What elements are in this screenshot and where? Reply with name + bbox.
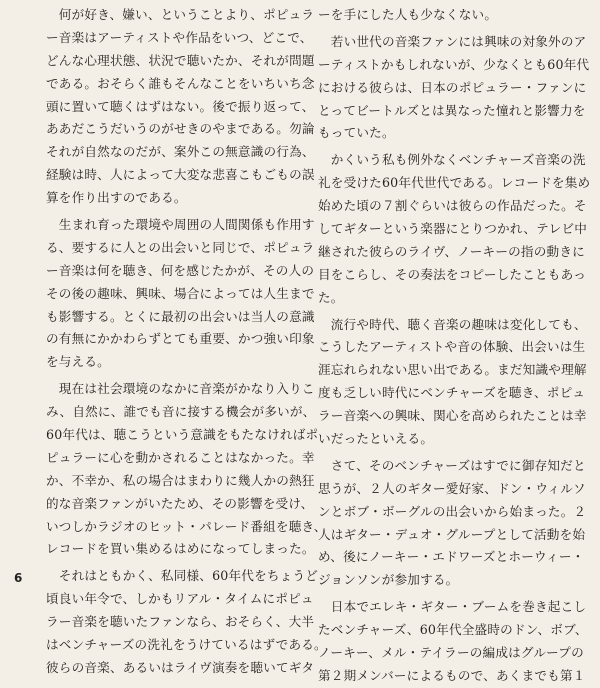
text-line: ー音楽はアーティストや作品をいつ、どこで、 [46,29,313,45]
paragraph [318,596,588,688]
text-line: である。おそらく誰もそんなことをいちいち念 [46,75,315,91]
text-line: 算を作り出すのである。 [46,190,187,206]
text-line: 現在は社会環境のなかに音楽がかなり入りこ [46,381,315,397]
right-text-column [318,4,591,688]
text-line: 頭に置いて聴くはずはない。後で振り返って、 [46,98,315,114]
text-line: その後の趣味、興味、場合によっては人生まで [46,285,315,301]
text-line: こうしたアーティストや音の体験、出会いは生 [318,339,586,355]
text-line: 頃良い年令で、しかもリアル・タイムにポピュ [46,591,314,607]
text-line: それが自然なのだが、案外この無意識の行為、 [46,144,315,160]
text-line: 第２期メンバーによるもので、あくまでも第１ [318,667,586,683]
text-line: ラー音楽への興味、関心を高められたことは幸 [318,408,587,424]
text-line: 涯忘れられない思い出である。まだ知識や理解 [318,362,587,378]
text-line: どんな心理状態、状況で聴いたか、それが問題 [46,52,315,68]
text-line: たベンチャーズ、60年代全盛時のドン、ボブ、 [318,622,588,638]
text-line: 日本でエレキ・ギター・ブームを巻き起こし [318,599,587,615]
text-line: ーティストかもしれないが、少なくとも60年代 [318,56,590,72]
text-line: ーを手にした人も少なくない。 [318,7,498,22]
text-line: 的な音楽ファンがいたため、その影響を受け、 [46,495,314,511]
text-line: を与える。 [46,354,110,370]
text-line: ああだこうだいうのがせきのやまである。勿論 [46,121,315,137]
text-line: 始めた頃の７割ぐらいは彼らの作品だった。そ [318,198,587,214]
text-line: み、自然に、誰でも音に接する機会が多いが、 [46,404,316,420]
text-line: はベンチャーズの洗礼をうけているはずである。 [46,637,327,653]
text-line: もっていた。 [318,125,395,141]
text-line: 目をこらし、その奏法をコピーしたこともあっ [318,266,587,282]
text-line: における彼らは、日本のポピュラー・ファンに [318,79,587,95]
text-line: してギターという楽器にとりつかれ、テレビ中 [318,221,588,237]
text-line: レコードを買い集めるはめになってしまった。 [46,541,315,557]
text-line: た。 [318,289,344,305]
text-line: かくいう私も例外なくベンチャーズ音楽の洗 [318,152,586,168]
text-line: る、要するに人との出会いと同じで、ポピュラ [46,239,315,255]
text-line: 流行や時代、聴く音楽の趣味は変化しても、 [318,316,587,332]
text-line: の有無にかかわらずとても重要、かつ強い印象 [46,331,315,347]
text-line: 継された彼らのライヴ、ノーキーの指の動きに [318,243,585,259]
paragraph [46,565,327,679]
text-line: 彼らの音楽、あるいはライヴ演奏を聴いてギタ [46,659,315,675]
page-number: 6 [14,571,23,585]
text-line: か、不幸か、私の場合はまわりに幾人かの熱狂 [46,472,315,488]
text-line: 若い世代の音楽ファンには興味の対象外のア [318,33,587,49]
text-line: 経験は時、人によって大変な悲喜こもごもの誤 [46,167,315,183]
text-line: いだったといえる。 [318,431,434,447]
text-line: 思うが、２人のギター愛好家、ドン・ウィルソ [318,480,586,496]
text-line: とってビートルズとは異なった憧れと影響力を [318,102,586,118]
text-line: ピュラーに心を動かされることはなかった。幸 [46,449,315,465]
text-line: それはともかく、私同様、60年代をちょうど [46,568,319,584]
text-line: 礼を受けた60年代世代である。レコードを集め [318,175,591,191]
paragraph [318,149,591,309]
text-line: ジョンソンが参加する。 [318,572,459,588]
text-line: も影響する。とくに最初の出会いは当人の意識 [46,308,315,324]
text-line: さて、そのベンチャーズはすでに御存知だと [318,457,586,473]
paragraph [318,31,590,145]
text-line: ノーキー、メル・テイラーの編成はグループの [318,645,584,661]
text-line: 60年代は、聴こうという意識をもたなければポ [46,427,319,443]
text-line: ー音楽は何を聴き、何を感じたかが、その人の [46,262,315,278]
paragraph [318,314,587,451]
text-line: め、後にノーキー・エドワーズとホーウィー・ [318,549,585,565]
paragraph [46,4,315,210]
paragraph [318,4,572,27]
text-line: 人はギター・デュオ・グループとして活動を始 [318,526,586,542]
left-text-column [46,4,327,680]
text-line: ンとボブ・ボーグルの出会いから始まった。２ [318,503,587,519]
text-line: ラー音楽を聴いたファンなら、おそらく、大半 [46,614,315,630]
paragraph [46,214,315,374]
text-line: 生まれ育った環境や周囲の人間関係も作用す [46,217,315,233]
paragraph [46,378,327,561]
text-line: 何が好き、嫌い、ということより、ポピュラ [46,7,315,22]
text-line: 度も乏しい時代にベンチャーズを聴き、ポピュ [318,385,586,401]
paragraph [318,455,587,592]
text-line: いつしかラジオのヒット・パレード番組を聴き、 [46,518,327,534]
